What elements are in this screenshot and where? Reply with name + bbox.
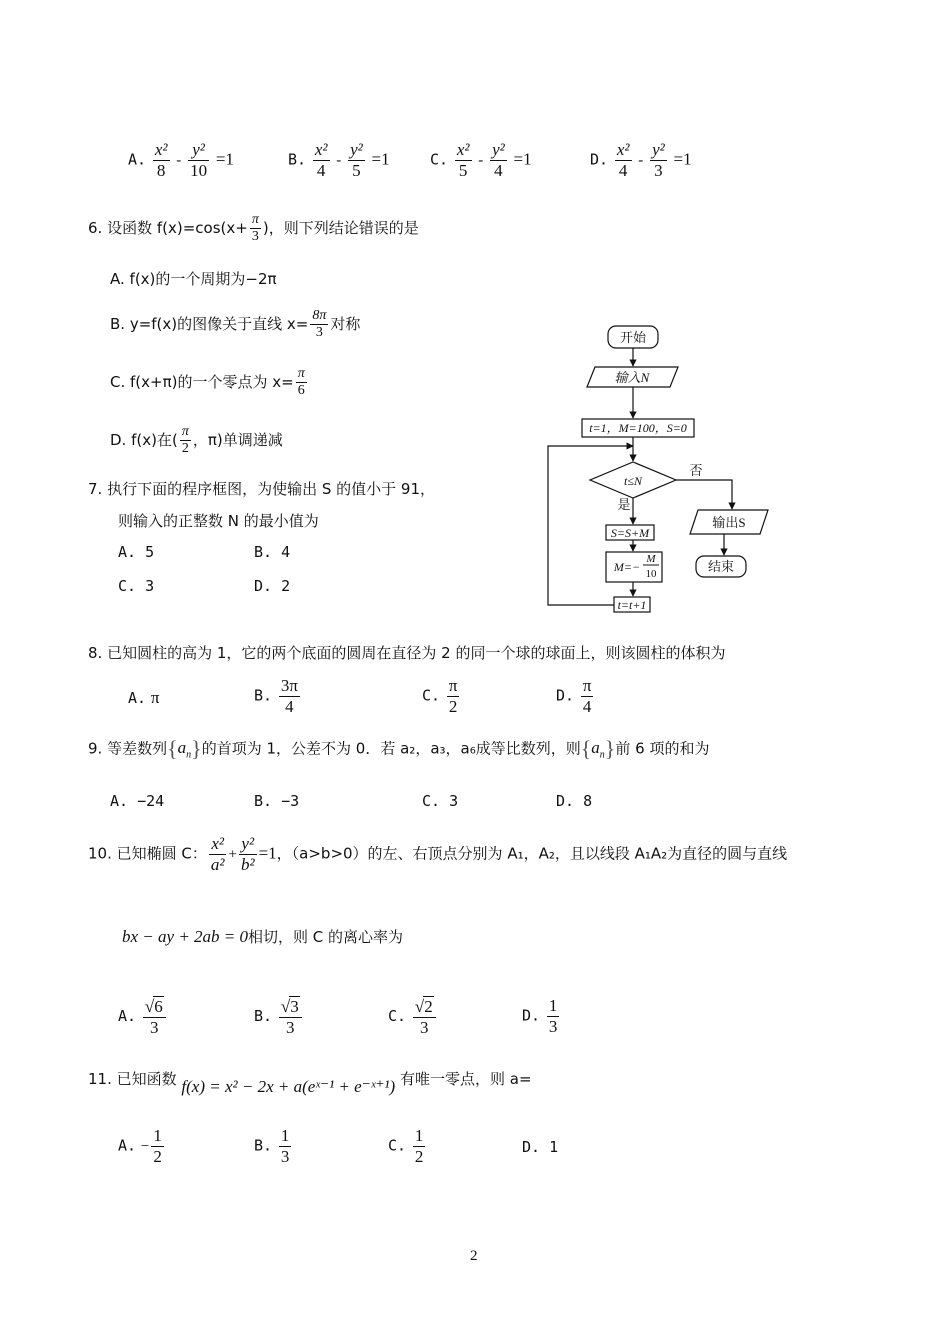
q10-option-d: D. $\frac{1}{3}$ bbox=[522, 996, 558, 1036]
flow-step2-label: M=− bbox=[613, 560, 641, 574]
q5-option-a: A. $\frac{\text{x²}}{8}$ - $\frac{\text{y²}}{10}$ =1 bbox=[128, 140, 234, 180]
q5-option-c: C. $\frac{\text{x²}}{5}$ - $\frac{\text{y²}}{4}$ =1 bbox=[430, 140, 532, 180]
flow-yes-label: 是 bbox=[617, 497, 631, 512]
q7-option-b: B. 4 bbox=[254, 543, 291, 561]
q5-option-b: B. $\frac{\text{x²}}{4}$ - $\frac{\text{y²}}{5}$ =1 bbox=[288, 140, 390, 180]
q6-option-b: B. y=f(x)的图像关于直线 x= $\frac{8\pi}{3}$ 对称 bbox=[110, 308, 361, 341]
q10-option-c: C. $\frac{√2}{3}$ bbox=[388, 996, 438, 1037]
q9-option-c: C. 3 bbox=[422, 792, 459, 810]
q9-option-d: D. 8 bbox=[556, 792, 593, 810]
flow-init-label: t=1，M=100，S=0 bbox=[589, 421, 687, 435]
q11-stem: 11. 已知函数 f(x) = x² − 2x + a(eˣ⁻¹ + e⁻ˣ⁺¹) 有唯一零点，则 a= bbox=[88, 1070, 532, 1096]
q10-line-condition: bx − ay + 2ab = 0相切，则 C 的离心率为 bbox=[122, 927, 404, 946]
q5-option-d: D. $\frac{\text{x²}}{4}$ - $\frac{\text{y²}}{3}$ =1 bbox=[590, 140, 692, 180]
flow-input-label: 输入N bbox=[614, 370, 650, 385]
program-flowchart bbox=[540, 318, 780, 618]
q7-option-d: D. 2 bbox=[254, 577, 291, 595]
flow-cond-label: t≤N bbox=[624, 474, 642, 488]
page-number: 2 bbox=[470, 1248, 478, 1264]
q8-option-b: B. $\frac{3\pi}{4}$ bbox=[254, 676, 298, 716]
q10-stem: 10. 已知椭圆 C： $\frac{\text{x²}}{\text{a²}}$ + $\frac{\text{y²}}{\text{b²}}$ =1，（a>b>0）的左、右顶点分别为 A₁，A₂，且以线段 A₁A₂为直径的圆与直线 bbox=[88, 834, 788, 874]
flow-start-label: 开始 bbox=[619, 330, 647, 345]
q11-option-a: A. − $\frac{1}{2}$ bbox=[118, 1126, 162, 1166]
flow-step2-den: 10 bbox=[645, 568, 657, 580]
flow-end-label: 结束 bbox=[707, 559, 735, 574]
q7-option-a: A. 5 bbox=[118, 543, 155, 561]
flow-step1-label: S=S+M bbox=[610, 526, 650, 540]
q6-option-a: A. f(x)的一个周期为−2π bbox=[110, 270, 277, 288]
q6-option-d: D. f(x)在( $\frac{\pi}{2}$ ，π)单调递减 bbox=[110, 424, 283, 457]
q8-stem: 8. 已知圆柱的高为 1，它的两个底面的圆周在直径为 2 的同一个球的球面上，则该圆柱的体积为 bbox=[88, 644, 726, 662]
q7-stem-line2: 则输入的正整数 N 的最小值为 bbox=[118, 512, 319, 530]
q6-stem: 6. 设函数 f(x)=cos(x+ $\frac{\pi}{3}$ )，则下列结论错误的是 bbox=[88, 212, 419, 245]
q6-option-c: C. f(x+π)的一个零点为 x= $\frac{\pi}{6}$ bbox=[110, 366, 305, 399]
q11-option-c: C. $\frac{1}{2}$ bbox=[388, 1126, 424, 1166]
q9-option-b: B. −3 bbox=[254, 792, 300, 810]
q8-option-d: D. $\frac{\pi}{4}$ bbox=[556, 676, 592, 716]
q8-option-c: C. $\frac{\pi}{2}$ bbox=[422, 676, 458, 716]
flow-step3-label: t=t+1 bbox=[617, 598, 647, 612]
q11-option-b: B. $\frac{1}{3}$ bbox=[254, 1126, 290, 1166]
flow-step2-num: M bbox=[646, 553, 656, 565]
q7-option-c: C. 3 bbox=[118, 577, 155, 595]
q10-option-a: A. $\frac{√6}{3}$ bbox=[118, 996, 168, 1037]
q9-stem: 9. 等差数列$\{a_n\}$的首项为 1，公差不为 0．若 a₂，a₃，a₆成等比数列，则$\{a_n\}$前 6 项的和为 bbox=[88, 736, 710, 761]
flow-no-label: 否 bbox=[689, 463, 703, 478]
q9-option-a: A. −24 bbox=[110, 792, 165, 810]
q8-option-a: A. π bbox=[128, 688, 160, 707]
flow-output-label: 输出S bbox=[712, 515, 746, 530]
q11-option-d: D. 1 bbox=[522, 1138, 559, 1156]
q7-stem-line1: 7. 执行下面的程序框图，为使输出 S 的值小于 91， bbox=[88, 480, 435, 498]
q10-option-b: B. $\frac{√3}{3}$ bbox=[254, 996, 304, 1037]
q11-function: f(x) = x² − 2x + a(eˣ⁻¹ + e⁻ˣ⁺¹) bbox=[181, 1077, 396, 1096]
